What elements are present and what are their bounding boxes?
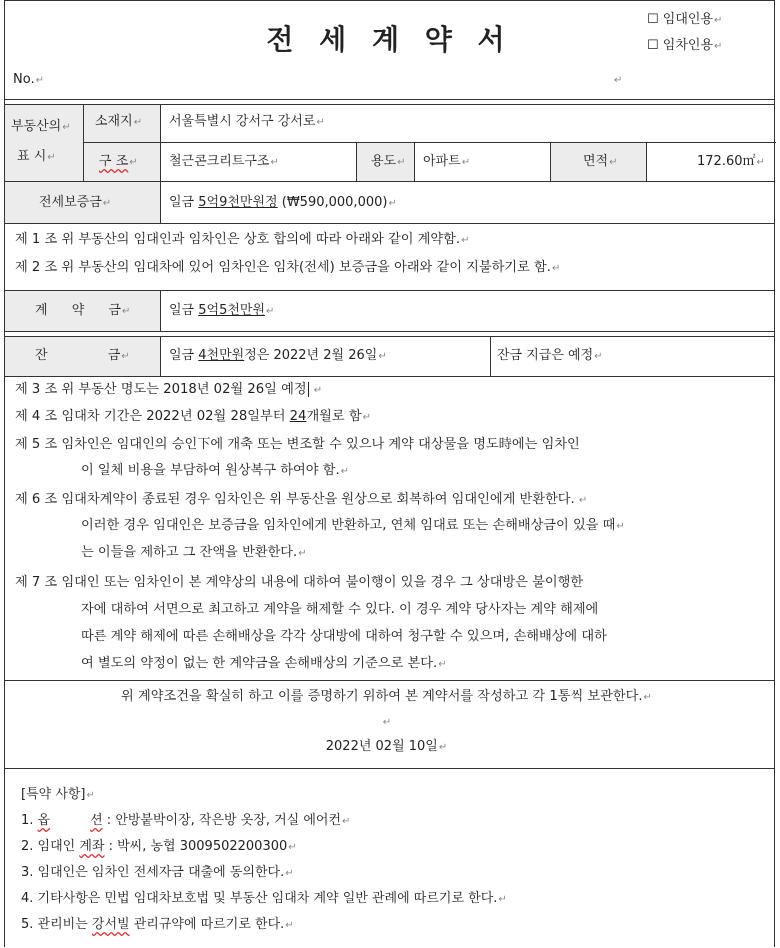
article-3: 제 3 조 위 부동산 명도는 2018년 02월 26일 예정 ↵ xyxy=(15,382,323,397)
location-label: 소재지↵ xyxy=(95,114,143,129)
landlord-copy-checkbox[interactable]: ☐ 임대인용↵ xyxy=(647,12,723,27)
balance-note: 잔금 지급은 예정↵ xyxy=(497,348,603,363)
col-divider xyxy=(490,336,491,376)
area-value: 172.60㎡↵ xyxy=(697,154,765,169)
area-label: 면적↵ xyxy=(583,154,618,169)
row-divider xyxy=(5,768,774,769)
special-term-1: 1. 옵 션 : 안방붙박이장, 작은방 옷장, 거실 에어컨↵ xyxy=(21,813,351,828)
article-6-line-3: 는 이들을 제하고 그 잔액을 반환한다.↵ xyxy=(81,545,307,560)
col-divider xyxy=(160,104,161,223)
col-divider xyxy=(83,104,84,181)
row-divider xyxy=(5,680,774,681)
doc-number: No.↵ xyxy=(13,72,44,87)
article-7-line-2: 자에 대하여 서면으로 최고하고 계약을 해제할 수 있다. 이 경우 계약 당사자는 계약 해제에 xyxy=(81,602,599,617)
deposit-amount-number: (₩590,000,000) xyxy=(281,195,388,210)
row-divider xyxy=(5,331,774,332)
article-6-line-2: 이러한 경우 임대인은 보증금을 임차인에게 반환하고, 연체 임대료 또는 손해배상금이 있을 때↵ xyxy=(81,518,625,533)
col-divider xyxy=(550,142,551,181)
col-divider xyxy=(646,142,647,181)
article-2: 제 2 조 위 부동산의 임대차에 있어 임차인은 임차(전세) 보증금을 아래와 같이 지불하기로 함.↵ xyxy=(15,260,561,275)
top-border xyxy=(5,0,774,1)
article-6-line-1: 제 6 조 임대차계약이 종료된 경우 임차인은 위 부동산을 원상으로 회복하여 임대인에게 반환한다. ↵ xyxy=(15,492,588,507)
row-divider xyxy=(5,376,774,377)
deposit-value: 일금 5억9천만원정 (₩590,000,000)↵ xyxy=(169,195,397,210)
balance-amount: 4천만원 xyxy=(198,348,245,363)
document-title: 전 세 계 약 서 xyxy=(266,23,513,56)
deposit-label: 전세보증금↵ xyxy=(39,195,112,210)
col-divider xyxy=(160,336,161,376)
deposit-amount-korean: 5억9천만원정 xyxy=(198,195,278,210)
blank-line: ↵ xyxy=(382,717,392,728)
row-divider xyxy=(5,223,774,224)
row-divider xyxy=(83,142,776,143)
tenant-copy-checkbox[interactable]: ☐ 임차인용↵ xyxy=(647,38,723,53)
special-terms-heading: [특약 사항]↵ xyxy=(21,787,95,802)
text-cursor xyxy=(308,382,313,397)
contract-money-amount: 5억5천만원 xyxy=(198,303,266,318)
article-5-line-2: 이 일체 비용을 부담하여 원상복구 하여야 함.↵ xyxy=(81,463,350,478)
special-term-4: 4. 기타사항은 민법 임대차보호법 및 부동산 임대차 계약 일반 관례에 따르기로 한다.↵ xyxy=(21,891,507,906)
article-1: 제 1 조 위 부동산의 임대인과 임차인은 상호 합의에 따라 아래와 같이 계약함.↵ xyxy=(15,232,470,247)
article-7-line-3: 따른 계약 해제에 따른 손해배상을 각각 상대방에 대하여 청구할 수 있으며, 손해배상에 대하 xyxy=(81,629,607,644)
location-value: 서울특별시 강서구 강서로↵ xyxy=(169,114,325,129)
article-7-line-1: 제 7 조 임대인 또는 임차인이 본 계약상의 내용에 대하여 불이행이 있을 경우 그 상대방은 불이행한 xyxy=(15,575,584,590)
special-term-5: 5. 관리비는 강서빌 관리규약에 따르기로 한다.↵ xyxy=(21,917,294,932)
balance-value: 일금 4천만원정은 2022년 2월 26일↵ xyxy=(169,348,387,363)
article-4: 제 4 조 임대차 기간은 2022년 02월 28일부터 24개월로 함↵ xyxy=(15,409,371,424)
special-term-3: 3. 임대인은 임차인 전세자금 대출에 동의한다.↵ xyxy=(21,865,294,880)
col-divider xyxy=(414,142,415,181)
balance-date: 정은 2022년 2월 26일 xyxy=(244,348,378,363)
header-divider xyxy=(5,99,774,100)
property-section-label-2: 표 시↵ xyxy=(17,149,56,164)
structure-label: 구 조↵ xyxy=(99,154,138,169)
landlord-copy-label: ☐ 임대인용 xyxy=(647,12,714,27)
col-divider xyxy=(356,142,357,181)
use-value: 아파트↵ xyxy=(423,154,471,169)
special-term-2: 2. 임대인 계좌 : 박씨, 농협 3009502200300↵ xyxy=(21,839,297,854)
structure-value: 철근콘크리트구조↵ xyxy=(169,154,279,169)
tenant-copy-label: ☐ 임차인용 xyxy=(647,38,714,53)
property-label-shade xyxy=(5,104,83,181)
article-5-line-1: 제 5 조 임차인은 임대인의 승인下에 개축 또는 변조할 수 있으나 계약 대상물을 명도時에는 임차인 xyxy=(15,437,580,452)
row-divider xyxy=(5,181,774,182)
contract-money-label: 계 약 금↵ xyxy=(35,303,131,318)
property-section-label-1: 부동산의↵ xyxy=(11,119,71,134)
contract-document xyxy=(4,0,775,947)
row-divider xyxy=(5,336,774,337)
closing-statement: 위 계약조건을 확실히 하고 이를 증명하기 위하여 본 계약서를 작성하고 각 1통씩 보관한다.↵ xyxy=(121,689,652,704)
article-4-months: 24 xyxy=(289,409,307,424)
doc-number-label: No. xyxy=(13,72,35,87)
table-top-border xyxy=(5,104,774,105)
balance-label: 잔 금↵ xyxy=(35,348,130,363)
article-7-line-4: 여 별도의 약정이 없는 한 계약금을 손해배상의 기준으로 본다.↵ xyxy=(81,656,447,671)
paragraph-mark: ↵ xyxy=(614,75,623,86)
contract-date: 2022년 02월 10일↵ xyxy=(325,739,448,754)
col-divider xyxy=(160,290,161,331)
use-label: 용도↵ xyxy=(371,154,406,169)
contract-money-value: 일금 5억5천만원↵ xyxy=(169,303,275,318)
